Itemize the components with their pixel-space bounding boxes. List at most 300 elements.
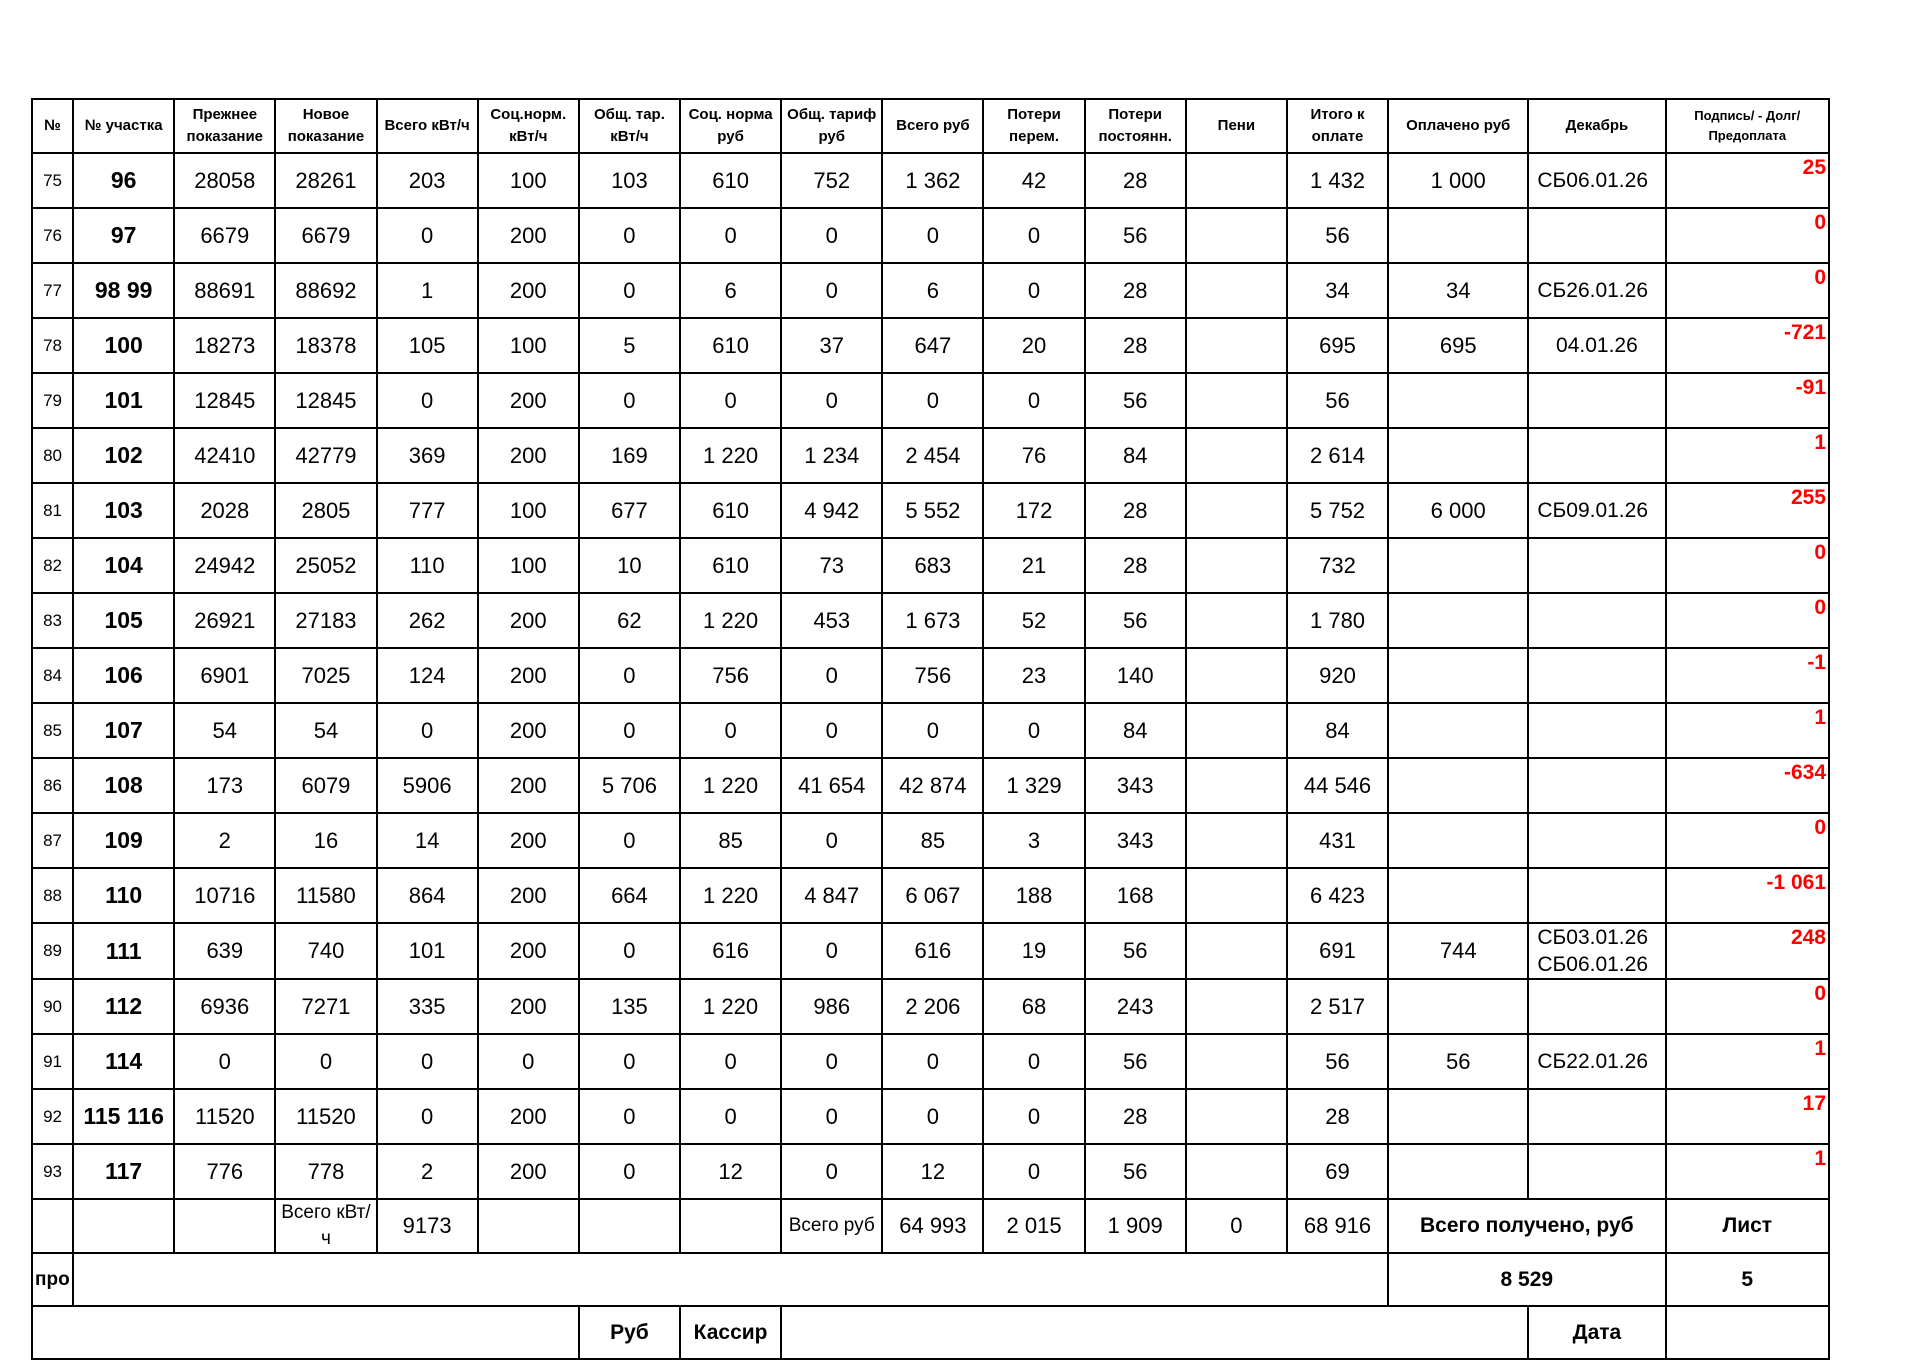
loss-const: 28 xyxy=(1085,318,1186,373)
soc-norm-rub: 616 xyxy=(680,923,781,979)
soc-norm-rub: 6 xyxy=(680,263,781,318)
pro-label: про xyxy=(32,1253,73,1306)
totals-total-rub: 64 993 xyxy=(882,1199,983,1253)
loss-var: 76 xyxy=(983,428,1084,483)
total-rub: 0 xyxy=(882,208,983,263)
gen-tar-kwh: 5 xyxy=(579,318,680,373)
plot-number: 107 xyxy=(73,703,174,758)
gen-tar-rub: 0 xyxy=(781,648,882,703)
total-kwh: 0 xyxy=(377,1089,478,1144)
soc-norm-kwh: 200 xyxy=(478,593,579,648)
gen-tar-kwh: 664 xyxy=(579,868,680,923)
to-pay: 28 xyxy=(1287,1089,1388,1144)
new-reading: 16 xyxy=(275,813,376,868)
row-number: 83 xyxy=(32,593,73,648)
date-label: Дата xyxy=(1528,1306,1665,1359)
row-number: 84 xyxy=(32,648,73,703)
totals-to-pay: 68 916 xyxy=(1287,1199,1388,1253)
payment-date xyxy=(1528,648,1665,703)
new-reading: 12845 xyxy=(275,373,376,428)
gen-tar-kwh: 0 xyxy=(579,648,680,703)
penalty xyxy=(1186,758,1287,813)
paid-amount xyxy=(1388,1089,1528,1144)
soc-norm-kwh: 200 xyxy=(478,758,579,813)
totals-empty xyxy=(680,1199,781,1253)
total-kwh: 0 xyxy=(377,373,478,428)
plot-number: 115 116 xyxy=(73,1089,174,1144)
col-total-rub: Всего руб xyxy=(882,99,983,153)
total-rub: 6 xyxy=(882,263,983,318)
gen-tar-rub: 4 847 xyxy=(781,868,882,923)
balance: 1 xyxy=(1666,703,1829,758)
new-reading: 18378 xyxy=(275,318,376,373)
payment-date xyxy=(1528,1144,1665,1199)
penalty xyxy=(1186,483,1287,538)
prev-reading: 6936 xyxy=(174,979,275,1034)
new-reading: 54 xyxy=(275,703,376,758)
table-row xyxy=(32,758,1829,813)
total-kwh: 335 xyxy=(377,979,478,1034)
paid-amount xyxy=(1388,428,1528,483)
penalty xyxy=(1186,1034,1287,1089)
table-row xyxy=(32,979,1829,1034)
loss-const: 28 xyxy=(1085,263,1186,318)
gen-tar-rub: 0 xyxy=(781,1034,882,1089)
row-number: 87 xyxy=(32,813,73,868)
new-reading: 42779 xyxy=(275,428,376,483)
penalty xyxy=(1186,153,1287,208)
payment-date xyxy=(1528,373,1665,428)
paid-amount: 1 000 xyxy=(1388,153,1528,208)
loss-var: 0 xyxy=(983,1144,1084,1199)
table-row xyxy=(32,1089,1829,1144)
table-row xyxy=(32,1144,1829,1199)
balance: 255 xyxy=(1666,483,1829,538)
row-number: 77 xyxy=(32,263,73,318)
gen-tar-rub: 37 xyxy=(781,318,882,373)
cashier-signature-field xyxy=(781,1306,1528,1359)
footer-blank xyxy=(32,1306,579,1359)
paid-amount xyxy=(1388,648,1528,703)
totals-loss-const: 1 909 xyxy=(1085,1199,1186,1253)
loss-const: 56 xyxy=(1085,208,1186,263)
gen-tar-rub: 0 xyxy=(781,208,882,263)
loss-const: 243 xyxy=(1085,979,1186,1034)
to-pay: 1 780 xyxy=(1287,593,1388,648)
balance: 248 xyxy=(1666,923,1829,979)
soc-norm-rub: 1 220 xyxy=(680,868,781,923)
totals-empty xyxy=(478,1199,579,1253)
gen-tar-rub: 0 xyxy=(781,1144,882,1199)
loss-const: 56 xyxy=(1085,923,1186,979)
soc-norm-kwh: 200 xyxy=(478,428,579,483)
new-reading: 88692 xyxy=(275,263,376,318)
total-rub: 2 454 xyxy=(882,428,983,483)
gen-tar-kwh: 0 xyxy=(579,1034,680,1089)
to-pay: 920 xyxy=(1287,648,1388,703)
total-rub: 1 362 xyxy=(882,153,983,208)
table-row xyxy=(32,483,1829,538)
total-rub: 42 874 xyxy=(882,758,983,813)
loss-const: 56 xyxy=(1085,1034,1186,1089)
prev-reading: 776 xyxy=(174,1144,275,1199)
plot-number: 114 xyxy=(73,1034,174,1089)
row-number: 81 xyxy=(32,483,73,538)
table-row xyxy=(32,923,1829,979)
plot-number: 98 99 xyxy=(73,263,174,318)
soc-norm-rub: 0 xyxy=(680,208,781,263)
table-row xyxy=(32,868,1829,923)
col-loss-var: Потери перем. xyxy=(983,99,1084,153)
balance: 1 xyxy=(1666,1034,1829,1089)
paid-amount xyxy=(1388,208,1528,263)
loss-var: 0 xyxy=(983,208,1084,263)
loss-const: 28 xyxy=(1085,1089,1186,1144)
total-rub: 85 xyxy=(882,813,983,868)
plot-number: 105 xyxy=(73,593,174,648)
plot-number: 102 xyxy=(73,428,174,483)
table-row xyxy=(32,373,1829,428)
to-pay: 84 xyxy=(1287,703,1388,758)
row-number: 91 xyxy=(32,1034,73,1089)
balance: 25 xyxy=(1666,153,1829,208)
plot-number: 110 xyxy=(73,868,174,923)
payment-date xyxy=(1528,1089,1665,1144)
prev-reading: 6901 xyxy=(174,648,275,703)
gen-tar-kwh: 0 xyxy=(579,813,680,868)
total-rub: 683 xyxy=(882,538,983,593)
penalty xyxy=(1186,923,1287,979)
new-reading: 0 xyxy=(275,1034,376,1089)
soc-norm-kwh: 100 xyxy=(478,538,579,593)
soc-norm-rub: 756 xyxy=(680,648,781,703)
col-month: Декабрь xyxy=(1528,99,1665,153)
gen-tar-rub: 0 xyxy=(781,923,882,979)
balance: -1 xyxy=(1666,648,1829,703)
prev-reading: 6679 xyxy=(174,208,275,263)
plot-number: 108 xyxy=(73,758,174,813)
total-rub: 0 xyxy=(882,1089,983,1144)
gen-tar-kwh: 0 xyxy=(579,1144,680,1199)
prev-reading: 0 xyxy=(174,1034,275,1089)
col-gen-tar-kwh: Общ. тар. кВт/ч xyxy=(579,99,680,153)
loss-const: 140 xyxy=(1085,648,1186,703)
balance: 17 xyxy=(1666,1089,1829,1144)
total-rub: 5 552 xyxy=(882,483,983,538)
total-kwh: 0 xyxy=(377,208,478,263)
plot-number: 103 xyxy=(73,483,174,538)
penalty xyxy=(1186,1089,1287,1144)
new-reading: 11580 xyxy=(275,868,376,923)
penalty xyxy=(1186,1144,1287,1199)
table-row xyxy=(32,1034,1829,1089)
new-reading: 740 xyxy=(275,923,376,979)
gen-tar-rub: 73 xyxy=(781,538,882,593)
total-rub: 12 xyxy=(882,1144,983,1199)
plot-number: 106 xyxy=(73,648,174,703)
row-number: 78 xyxy=(32,318,73,373)
prev-reading: 18273 xyxy=(174,318,275,373)
loss-var: 52 xyxy=(983,593,1084,648)
gen-tar-rub: 453 xyxy=(781,593,882,648)
soc-norm-rub: 1 220 xyxy=(680,593,781,648)
total-kwh: 2 xyxy=(377,1144,478,1199)
prev-reading: 26921 xyxy=(174,593,275,648)
balance: 0 xyxy=(1666,208,1829,263)
gen-tar-rub: 0 xyxy=(781,703,882,758)
loss-var: 20 xyxy=(983,318,1084,373)
table-row xyxy=(32,153,1829,208)
col-new: Новое показание xyxy=(275,99,376,153)
to-pay: 6 423 xyxy=(1287,868,1388,923)
loss-var: 19 xyxy=(983,923,1084,979)
soc-norm-rub: 0 xyxy=(680,1089,781,1144)
row-number: 85 xyxy=(32,703,73,758)
to-pay: 69 xyxy=(1287,1144,1388,1199)
penalty xyxy=(1186,813,1287,868)
soc-norm-kwh: 200 xyxy=(478,813,579,868)
total-kwh: 105 xyxy=(377,318,478,373)
gen-tar-rub: 4 942 xyxy=(781,483,882,538)
col-paid: Оплачено руб xyxy=(1388,99,1528,153)
row-number: 82 xyxy=(32,538,73,593)
total-rub: 2 206 xyxy=(882,979,983,1034)
balance: 0 xyxy=(1666,813,1829,868)
totals-empty xyxy=(579,1199,680,1253)
paid-amount: 6 000 xyxy=(1388,483,1528,538)
soc-norm-rub: 610 xyxy=(680,538,781,593)
plot-number: 112 xyxy=(73,979,174,1034)
to-pay: 2 614 xyxy=(1287,428,1388,483)
gen-tar-kwh: 10 xyxy=(579,538,680,593)
gen-tar-kwh: 0 xyxy=(579,263,680,318)
cashier-label: Кассир xyxy=(680,1306,781,1359)
penalty xyxy=(1186,373,1287,428)
gen-tar-rub: 0 xyxy=(781,813,882,868)
soc-norm-kwh: 200 xyxy=(478,648,579,703)
totals-empty xyxy=(32,1199,73,1253)
loss-var: 3 xyxy=(983,813,1084,868)
gen-tar-rub: 0 xyxy=(781,373,882,428)
new-reading: 6679 xyxy=(275,208,376,263)
total-kwh: 14 xyxy=(377,813,478,868)
soc-norm-rub: 0 xyxy=(680,1034,781,1089)
loss-var: 0 xyxy=(983,1034,1084,1089)
paid-amount xyxy=(1388,979,1528,1034)
paid-amount: 695 xyxy=(1388,318,1528,373)
penalty xyxy=(1186,593,1287,648)
billing-sheet xyxy=(31,98,1830,1360)
loss-const: 28 xyxy=(1085,153,1186,208)
row-number: 92 xyxy=(32,1089,73,1144)
gen-tar-rub: 986 xyxy=(781,979,882,1034)
new-reading: 28261 xyxy=(275,153,376,208)
payment-date xyxy=(1528,868,1665,923)
new-reading: 11520 xyxy=(275,1089,376,1144)
gen-tar-kwh: 169 xyxy=(579,428,680,483)
balance: 1 xyxy=(1666,428,1829,483)
penalty xyxy=(1186,263,1287,318)
penalty xyxy=(1186,703,1287,758)
balance: -634 xyxy=(1666,758,1829,813)
paid-amount: 744 xyxy=(1388,923,1528,979)
footer-row-1 xyxy=(32,1253,1829,1306)
balance: -91 xyxy=(1666,373,1829,428)
soc-norm-kwh: 200 xyxy=(478,263,579,318)
penalty xyxy=(1186,868,1287,923)
loss-var: 1 329 xyxy=(983,758,1084,813)
soc-norm-kwh: 100 xyxy=(478,153,579,208)
table-row xyxy=(32,428,1829,483)
payment-date: СБ26.01.26 xyxy=(1528,263,1665,318)
received-amount: 8 529 xyxy=(1388,1253,1665,1306)
col-total-kwh: Всего кВт/ч xyxy=(377,99,478,153)
balance: 0 xyxy=(1666,979,1829,1034)
total-kwh: 0 xyxy=(377,1034,478,1089)
loss-const: 56 xyxy=(1085,593,1186,648)
soc-norm-kwh: 200 xyxy=(478,868,579,923)
total-rub: 6 067 xyxy=(882,868,983,923)
balance: 0 xyxy=(1666,593,1829,648)
to-pay: 5 752 xyxy=(1287,483,1388,538)
loss-const: 28 xyxy=(1085,483,1186,538)
total-rub: 0 xyxy=(882,373,983,428)
soc-norm-rub: 1 220 xyxy=(680,758,781,813)
new-reading: 7271 xyxy=(275,979,376,1034)
sheet-label: Лист xyxy=(1666,1199,1829,1253)
date-field xyxy=(1666,1306,1829,1359)
soc-norm-kwh: 200 xyxy=(478,703,579,758)
soc-norm-rub: 0 xyxy=(680,373,781,428)
table-row xyxy=(32,703,1829,758)
to-pay: 431 xyxy=(1287,813,1388,868)
soc-norm-kwh: 200 xyxy=(478,208,579,263)
plot-number: 117 xyxy=(73,1144,174,1199)
payment-date xyxy=(1528,593,1665,648)
col-to-pay: Итого к оплате xyxy=(1287,99,1388,153)
soc-norm-kwh: 100 xyxy=(478,483,579,538)
soc-norm-kwh: 0 xyxy=(478,1034,579,1089)
paid-amount xyxy=(1388,813,1528,868)
total-kwh: 110 xyxy=(377,538,478,593)
balance: -1 061 xyxy=(1666,868,1829,923)
prev-reading: 88691 xyxy=(174,263,275,318)
col-num: № xyxy=(32,99,73,153)
loss-var: 188 xyxy=(983,868,1084,923)
total-rub: 647 xyxy=(882,318,983,373)
total-rub: 756 xyxy=(882,648,983,703)
paid-amount xyxy=(1388,868,1528,923)
col-signature: Подпись/ - Долг/Предоплата xyxy=(1666,99,1829,153)
gen-tar-kwh: 0 xyxy=(579,373,680,428)
loss-const: 168 xyxy=(1085,868,1186,923)
payment-date xyxy=(1528,979,1665,1034)
gen-tar-kwh: 5 706 xyxy=(579,758,680,813)
to-pay: 1 432 xyxy=(1287,153,1388,208)
row-number: 80 xyxy=(32,428,73,483)
gen-tar-rub: 41 654 xyxy=(781,758,882,813)
table-row xyxy=(32,813,1829,868)
totals-kwh: 9173 xyxy=(377,1199,478,1253)
to-pay: 56 xyxy=(1287,1034,1388,1089)
total-rub: 0 xyxy=(882,1034,983,1089)
payment-date xyxy=(1528,428,1665,483)
paid-amount xyxy=(1388,593,1528,648)
soc-norm-kwh: 100 xyxy=(478,318,579,373)
rub-label: Руб xyxy=(579,1306,680,1359)
prev-reading: 42410 xyxy=(174,428,275,483)
col-gen-tar-rub: Общ. тариф руб xyxy=(781,99,882,153)
to-pay: 691 xyxy=(1287,923,1388,979)
soc-norm-kwh: 200 xyxy=(478,1144,579,1199)
payment-date xyxy=(1528,923,1665,979)
row-number: 90 xyxy=(32,979,73,1034)
loss-const: 343 xyxy=(1085,758,1186,813)
soc-norm-rub: 1 220 xyxy=(680,428,781,483)
loss-var: 0 xyxy=(983,703,1084,758)
row-number: 88 xyxy=(32,868,73,923)
new-reading: 25052 xyxy=(275,538,376,593)
gen-tar-rub: 752 xyxy=(781,153,882,208)
plot-number: 101 xyxy=(73,373,174,428)
totals-rub-label: Всего руб xyxy=(781,1199,882,1253)
gen-tar-kwh: 62 xyxy=(579,593,680,648)
loss-var: 21 xyxy=(983,538,1084,593)
penalty xyxy=(1186,318,1287,373)
soc-norm-kwh: 200 xyxy=(478,979,579,1034)
to-pay: 56 xyxy=(1287,373,1388,428)
soc-norm-kwh: 200 xyxy=(478,923,579,979)
totals-loss-var: 2 015 xyxy=(983,1199,1084,1253)
to-pay: 56 xyxy=(1287,208,1388,263)
soc-norm-rub: 610 xyxy=(680,318,781,373)
plot-number: 97 xyxy=(73,208,174,263)
to-pay: 2 517 xyxy=(1287,979,1388,1034)
paid-amount xyxy=(1388,538,1528,593)
table-row xyxy=(32,538,1829,593)
prev-reading: 10716 xyxy=(174,868,275,923)
totals-penalty: 0 xyxy=(1186,1199,1287,1253)
payment-date xyxy=(1528,813,1665,868)
prev-reading: 2 xyxy=(174,813,275,868)
footer-row-2 xyxy=(32,1306,1829,1359)
table-row xyxy=(32,208,1829,263)
payment-date xyxy=(1528,208,1665,263)
paid-amount xyxy=(1388,1144,1528,1199)
soc-norm-rub: 0 xyxy=(680,703,781,758)
gen-tar-rub: 0 xyxy=(781,263,882,318)
totals-empty xyxy=(73,1199,174,1253)
plot-number: 109 xyxy=(73,813,174,868)
to-pay: 44 546 xyxy=(1287,758,1388,813)
col-soc-norm-rub: Соц. норма руб xyxy=(680,99,781,153)
col-penalty: Пени xyxy=(1186,99,1287,153)
new-reading: 6079 xyxy=(275,758,376,813)
rows-body xyxy=(32,153,1829,1199)
loss-var: 68 xyxy=(983,979,1084,1034)
to-pay: 695 xyxy=(1287,318,1388,373)
gen-tar-kwh: 0 xyxy=(579,703,680,758)
payment-date: СБ06.01.26 xyxy=(1528,153,1665,208)
loss-var: 42 xyxy=(983,153,1084,208)
sheet-number: 5 xyxy=(1666,1253,1829,1306)
table-row xyxy=(32,318,1829,373)
paid-amount: 56 xyxy=(1388,1034,1528,1089)
payment-date-line: СБ06.01.26 xyxy=(1537,953,1649,976)
prev-reading: 11520 xyxy=(174,1089,275,1144)
new-reading: 7025 xyxy=(275,648,376,703)
prev-reading: 54 xyxy=(174,703,275,758)
